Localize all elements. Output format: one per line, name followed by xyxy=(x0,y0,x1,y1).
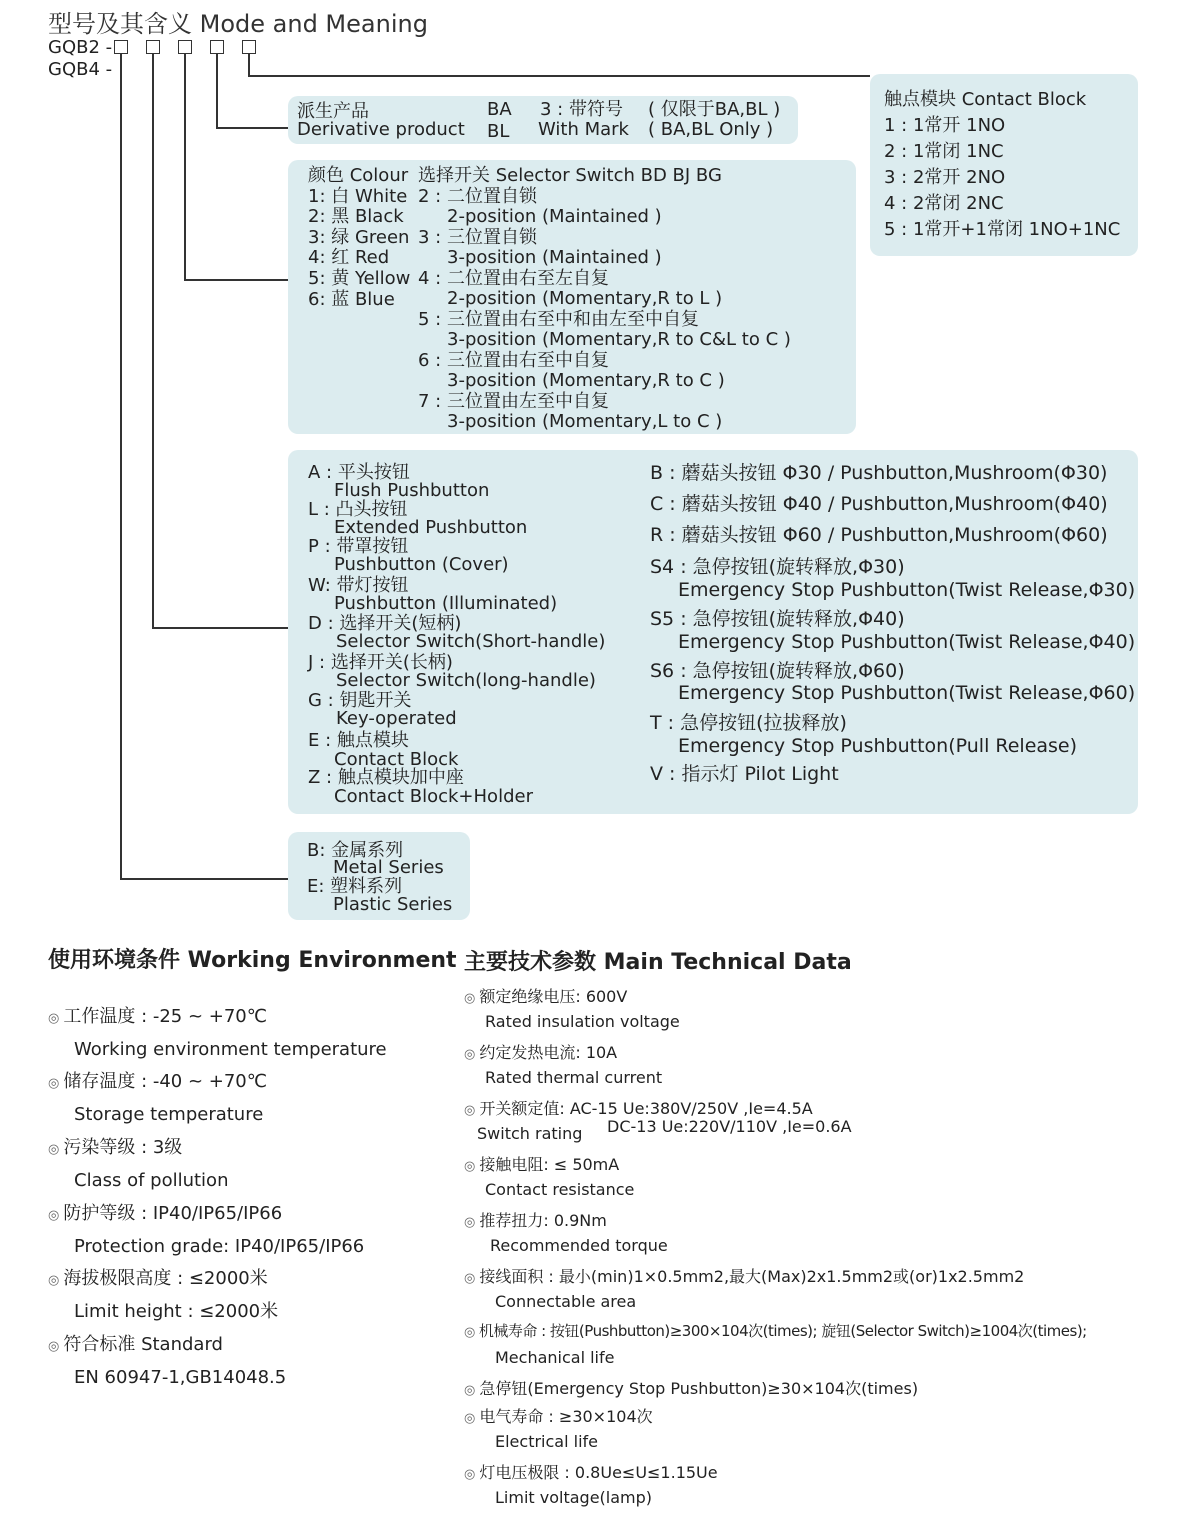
contact-block-item: 2 : 1常闭 1NC xyxy=(884,141,1004,162)
code-box-1 xyxy=(114,40,128,54)
code-box-2 xyxy=(146,40,160,54)
tech-item xyxy=(464,1460,718,1483)
tech-item xyxy=(464,1376,918,1399)
type-item-en: Pushbutton (Illuminated) xyxy=(334,593,558,614)
bullet-icon: ◎ xyxy=(464,1411,476,1426)
type-item: A : 平头按钮 xyxy=(308,462,410,483)
derivative-only-en: ( BA,BL Only ) xyxy=(648,119,774,140)
type-item-en: Contact Block+Holder xyxy=(334,786,533,807)
working-env-item-en: Working environment temperature xyxy=(74,1039,387,1060)
colour-item: 6: 蓝 Blue xyxy=(308,289,395,310)
derivative-only: ( 仅限于BA,BL ) xyxy=(648,99,781,120)
colour-item: 5: 黄 Yellow xyxy=(308,268,411,289)
tech-item-en: Rated thermal current xyxy=(485,1068,663,1087)
type-item-en: Emergency Stop Pushbutton(Twist Release,Φ40) xyxy=(678,631,1136,653)
contact-block-item: 1 : 1常开 1NO xyxy=(884,115,1006,136)
selector-option-en: 3-position (Maintained ) xyxy=(447,247,662,268)
tech-label: 急停钮(Emergency Stop Pushbutton)≥30×104次(times) xyxy=(479,1379,919,1398)
tech-item-en: Contact resistance xyxy=(485,1180,635,1199)
tech-item-en: Mechanical life xyxy=(495,1348,615,1367)
working-env-label: 工作温度 : -25 ~ +70℃ xyxy=(63,1006,267,1027)
bullet-icon: ◎ xyxy=(48,1208,60,1223)
selector-option: 2 : 二位置自锁 xyxy=(418,186,537,207)
connector-line xyxy=(184,54,186,280)
bullet-icon: ◎ xyxy=(464,1159,476,1174)
working-env-item xyxy=(48,1269,268,1291)
bullet-icon: ◎ xyxy=(464,1383,476,1398)
working-env-item-en: Protection grade: IP40/IP65/IP66 xyxy=(74,1236,365,1257)
series-item: E: 塑料系列 xyxy=(307,876,403,897)
working-env-item-en: Storage temperature xyxy=(74,1104,264,1125)
type-item: E : 触点模块 xyxy=(308,730,409,751)
working-env-label: 储存温度 : -40 ~ +70℃ xyxy=(63,1071,267,1092)
connector-line xyxy=(152,627,288,629)
tech-label: 推荐扭力: 0.9Nm xyxy=(479,1211,607,1230)
tech-item-en: Connectable area xyxy=(495,1292,637,1311)
tech-label: 灯电压极限 : 0.8Ue≤U≤1.15Ue xyxy=(479,1463,718,1482)
selector-option-en: 3-position (Momentary,R to C&L to C ) xyxy=(447,329,791,350)
connector-line xyxy=(184,279,288,281)
working-env-heading: 使用环境条件 Working Environment xyxy=(48,948,457,973)
model-code-gqb4: GQB4 - xyxy=(48,59,113,80)
type-item: G : 钥匙开关 xyxy=(308,690,412,711)
type-item-en: Emergency Stop Pushbutton(Twist Release,Φ30) xyxy=(678,579,1136,601)
type-item: D : 选择开关(短柄) xyxy=(308,613,462,634)
selector-option: 5 : 三位置由右至中和由左至中自复 xyxy=(418,309,699,330)
type-item: W: 带灯按钮 xyxy=(308,575,409,596)
bullet-icon: ◎ xyxy=(464,1047,476,1062)
tech-item xyxy=(464,1096,813,1119)
model-code-gqb2: GQB2 - xyxy=(48,37,113,58)
type-item: S5 : 急停按钮(旋转释放,Φ40) xyxy=(650,608,905,630)
tech-item-en: Recommended torque xyxy=(490,1236,668,1255)
type-item: Z : 触点模块加中座 xyxy=(308,767,464,788)
working-env-label: 污染等级 : 3级 xyxy=(63,1137,183,1158)
code-box-5 xyxy=(242,40,256,54)
type-item: R : 蘑菇头按钮 Φ60 / Pushbutton,Mushroom(Φ60) xyxy=(650,524,1108,546)
connector-line xyxy=(120,54,122,879)
type-item: S6 : 急停按钮(旋转释放,Φ60) xyxy=(650,660,905,682)
type-item: P : 带罩按钮 xyxy=(308,536,409,557)
working-env-item xyxy=(48,1072,267,1094)
contact-block-title: 触点模块 Contact Block xyxy=(884,89,1087,110)
contact-block-item: 3 : 2常开 2NO xyxy=(884,167,1006,188)
tech-label: 电气寿命 : ≥30×104次 xyxy=(479,1407,653,1426)
type-item-en: Key-operated xyxy=(336,708,457,729)
page-title: 型号及其含义 Mode and Meaning xyxy=(48,10,428,38)
type-item-en: Emergency Stop Pushbutton(Twist Release,Φ60) xyxy=(678,682,1136,704)
series-item: B: 金属系列 xyxy=(307,840,404,861)
type-item-en: Selector Switch(Short-handle) xyxy=(336,631,606,652)
connector-line xyxy=(120,878,290,880)
derivative-label-en: Derivative product xyxy=(297,119,465,140)
bullet-icon: ◎ xyxy=(464,1215,476,1230)
connector-line xyxy=(248,75,870,77)
working-env-item xyxy=(48,1335,223,1357)
code-box-3 xyxy=(178,40,192,54)
tech-label: 开关额定值: AC-15 Ue:380V/250V ,Ie=4.5A xyxy=(479,1099,813,1118)
colour-item: 2: 黑 Black xyxy=(308,206,404,227)
type-item: S4 : 急停按钮(旋转释放,Φ30) xyxy=(650,556,905,578)
tech-item-en: Switch rating xyxy=(477,1124,583,1143)
type-item: C : 蘑菇头按钮 Φ40 / Pushbutton,Mushroom(Φ40) xyxy=(650,493,1108,515)
type-item: J : 选择开关(长柄) xyxy=(308,652,453,673)
tech-item-extra: DC-13 Ue:220V/110V ,Ie=0.6A xyxy=(607,1117,852,1136)
bullet-icon: ◎ xyxy=(464,991,476,1006)
type-item-en: Emergency Stop Pushbutton(Pull Release) xyxy=(678,735,1078,757)
derivative-code-bl: BL xyxy=(487,121,510,142)
colour-heading: 颜色 Colour xyxy=(308,165,409,186)
selector-option: 4 : 二位置由右至左自复 xyxy=(418,268,609,289)
tech-label: 机械寿命 : 按钮(Pushbutton)≥300×104次(times); 旋钮(Selector Switch)≥1004次(times); xyxy=(478,1322,1087,1340)
tech-item xyxy=(464,1404,653,1427)
contact-block-item: 5 : 1常开+1常闭 1NO+1NC xyxy=(884,219,1121,240)
bullet-icon: ◎ xyxy=(48,1076,60,1091)
tech-item-en: Electrical life xyxy=(495,1432,598,1451)
colour-item: 4: 红 Red xyxy=(308,247,390,268)
type-item-en: Flush Pushbutton xyxy=(334,480,490,501)
bullet-icon: ◎ xyxy=(48,1339,60,1354)
tech-label: 额定绝缘电压: 600V xyxy=(479,987,628,1006)
type-item: B : 蘑菇头按钮 Φ30 / Pushbutton,Mushroom(Φ30) xyxy=(650,462,1108,484)
tech-label: 接线面积 : 最小(min)1×0.5mm2,最大(Max)2x1.5mm2或(or)1x2.5mm2 xyxy=(479,1267,1025,1286)
selector-option: 6 : 三位置由右至中自复 xyxy=(418,350,609,371)
type-item-en: Extended Pushbutton xyxy=(334,517,528,538)
colour-item: 3: 绿 Green xyxy=(308,227,410,248)
selector-heading: 选择开关 Selector Switch BD BJ BG xyxy=(418,165,722,186)
selector-option-en: 2-position (Maintained ) xyxy=(447,206,662,227)
type-item-en: Contact Block xyxy=(334,749,459,770)
selector-option-en: 3-position (Momentary,L to C ) xyxy=(447,411,723,432)
derivative-label: 派生产品 xyxy=(297,101,369,122)
connector-line xyxy=(216,54,218,128)
type-item-en: Selector Switch(long-handle) xyxy=(336,670,596,691)
tech-item xyxy=(464,1208,607,1231)
working-env-item-en: Limit height : ≤2000米 xyxy=(74,1301,279,1322)
bullet-icon: ◎ xyxy=(48,1142,60,1157)
type-item-en: Pushbutton (Cover) xyxy=(334,554,509,575)
tech-item-en: Limit voltage(lamp) xyxy=(495,1488,653,1507)
tech-label: 约定发热电流: 10A xyxy=(479,1043,618,1062)
working-env-label: 符合标准 Standard xyxy=(63,1334,223,1355)
working-env-label: 海拔极限高度 : ≤2000米 xyxy=(63,1268,268,1289)
tech-heading: 主要技术参数 Main Technical Data xyxy=(464,950,852,975)
derivative-code-ba: BA xyxy=(487,99,512,120)
tech-item xyxy=(464,1264,1024,1287)
type-item: T : 急停按钮(拉拔释放) xyxy=(650,712,847,734)
selector-option: 7 : 三位置由左至中自复 xyxy=(418,391,609,412)
selector-option-en: 2-position (Momentary,R to L ) xyxy=(447,288,723,309)
tech-item-en: Rated insulation voltage xyxy=(485,1012,680,1031)
tech-item xyxy=(464,1152,619,1175)
selector-option: 3 : 三位置自锁 xyxy=(418,227,537,248)
bullet-icon: ◎ xyxy=(464,1271,476,1286)
tech-item xyxy=(464,1320,1087,1341)
type-item: V : 指示灯 Pilot Light xyxy=(650,763,839,785)
connector-line xyxy=(216,127,288,129)
series-item-en: Metal Series xyxy=(333,857,444,878)
contact-block-item: 4 : 2常闭 2NC xyxy=(884,193,1004,214)
working-env-item-en: Class of pollution xyxy=(74,1170,229,1191)
bullet-icon: ◎ xyxy=(464,1467,476,1482)
working-env-item-en: EN 60947-1,GB14048.5 xyxy=(74,1367,287,1388)
tech-label: 接触电阻: ≤ 50mA xyxy=(479,1155,620,1174)
series-item-en: Plastic Series xyxy=(333,894,453,915)
working-env-item xyxy=(48,1204,282,1226)
working-env-item xyxy=(48,1138,182,1160)
derivative-mark-en: With Mark xyxy=(538,119,629,140)
working-env-item xyxy=(48,1007,267,1029)
derivative-mark: 3 : 带符号 xyxy=(540,99,623,120)
bullet-icon: ◎ xyxy=(464,1325,475,1340)
colour-item: 1: 白 White xyxy=(308,186,408,207)
code-box-4 xyxy=(210,40,224,54)
tech-item xyxy=(464,1040,617,1063)
tech-item xyxy=(464,984,627,1007)
connector-line xyxy=(248,54,250,76)
connector-line xyxy=(152,54,154,628)
bullet-icon: ◎ xyxy=(48,1273,60,1288)
selector-option-en: 3-position (Momentary,R to C ) xyxy=(447,370,725,391)
bullet-icon: ◎ xyxy=(464,1103,476,1118)
working-env-label: 防护等级 : IP40/IP65/IP66 xyxy=(63,1203,283,1224)
bullet-icon: ◎ xyxy=(48,1011,60,1026)
type-item: L : 凸头按钮 xyxy=(308,499,408,520)
